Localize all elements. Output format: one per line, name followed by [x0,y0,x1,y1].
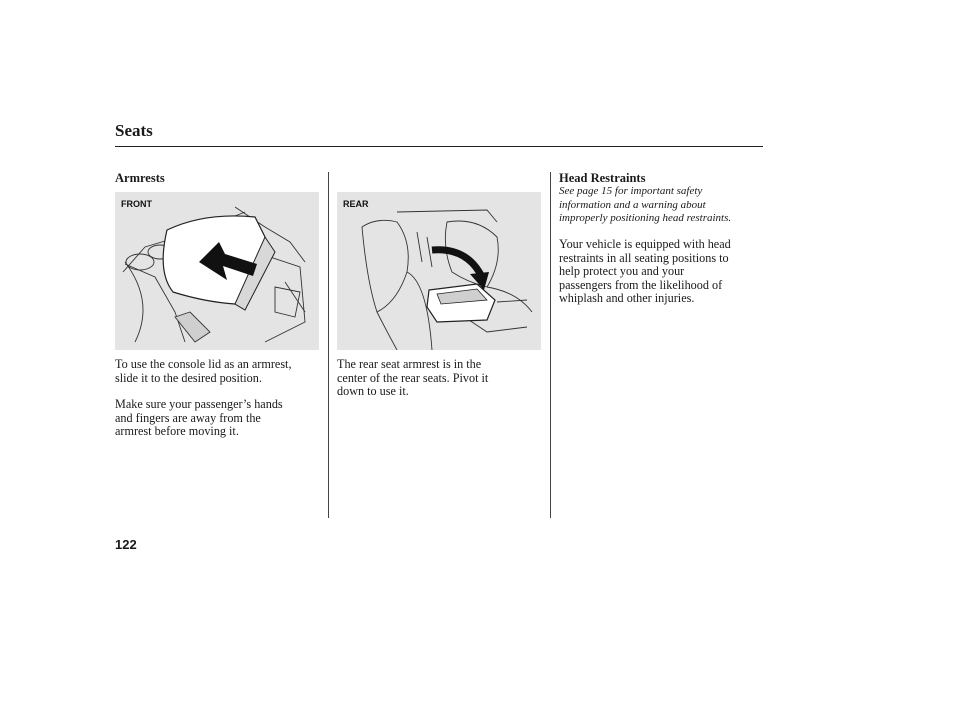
rear-armrest-instructions [337,358,488,399]
text-line: To use the console lid as an armrest, [115,357,292,371]
text-line: armrest before moving it. [115,424,239,438]
front-console-illustration [115,192,319,350]
text-line: help protect you and your [559,264,685,278]
page-number: 122 [115,537,137,552]
head-restraints-note [559,185,759,226]
text-line: passengers from the likelihood of [559,277,723,292]
text-line: and fingers are away from the [115,410,261,425]
front-figure-label: FRONT [121,199,152,209]
text-line: See page 15 for important safety [559,185,703,197]
text-line: restraints in all seating positions to [559,250,729,265]
text-line: information and a warning about [559,198,706,211]
rear-figure-label: REAR [343,199,369,209]
title-divider [115,146,763,147]
head-restraints-body [559,238,731,306]
rear-seat-illustration [337,192,541,350]
armrests-heading: Armrests [115,171,165,185]
front-armrest-warning [115,398,283,439]
page-title: Seats [115,121,153,140]
column-divider-1 [328,172,329,518]
text-line: Your vehicle is equipped with head [559,237,731,251]
rear-armrest-figure [337,192,541,350]
pivot-arrow-icon [432,250,482,277]
head-restraints-heading: Head Restraints [559,171,646,185]
text-line: center of the rear seats. Pivot it [337,370,489,385]
text-line: slide it to the desired position. [115,370,262,385]
front-armrest-instructions [115,358,292,385]
text-line: down to use it. [337,384,409,398]
column-divider-2 [550,172,551,518]
text-line: Make sure your passenger’s hands [115,397,283,411]
text-line: improperly positioning head restraints. [559,212,732,224]
text-line: whiplash and other injuries. [559,291,695,305]
text-line: The rear seat armrest is in the [337,357,482,371]
front-armrest-figure [115,192,319,350]
